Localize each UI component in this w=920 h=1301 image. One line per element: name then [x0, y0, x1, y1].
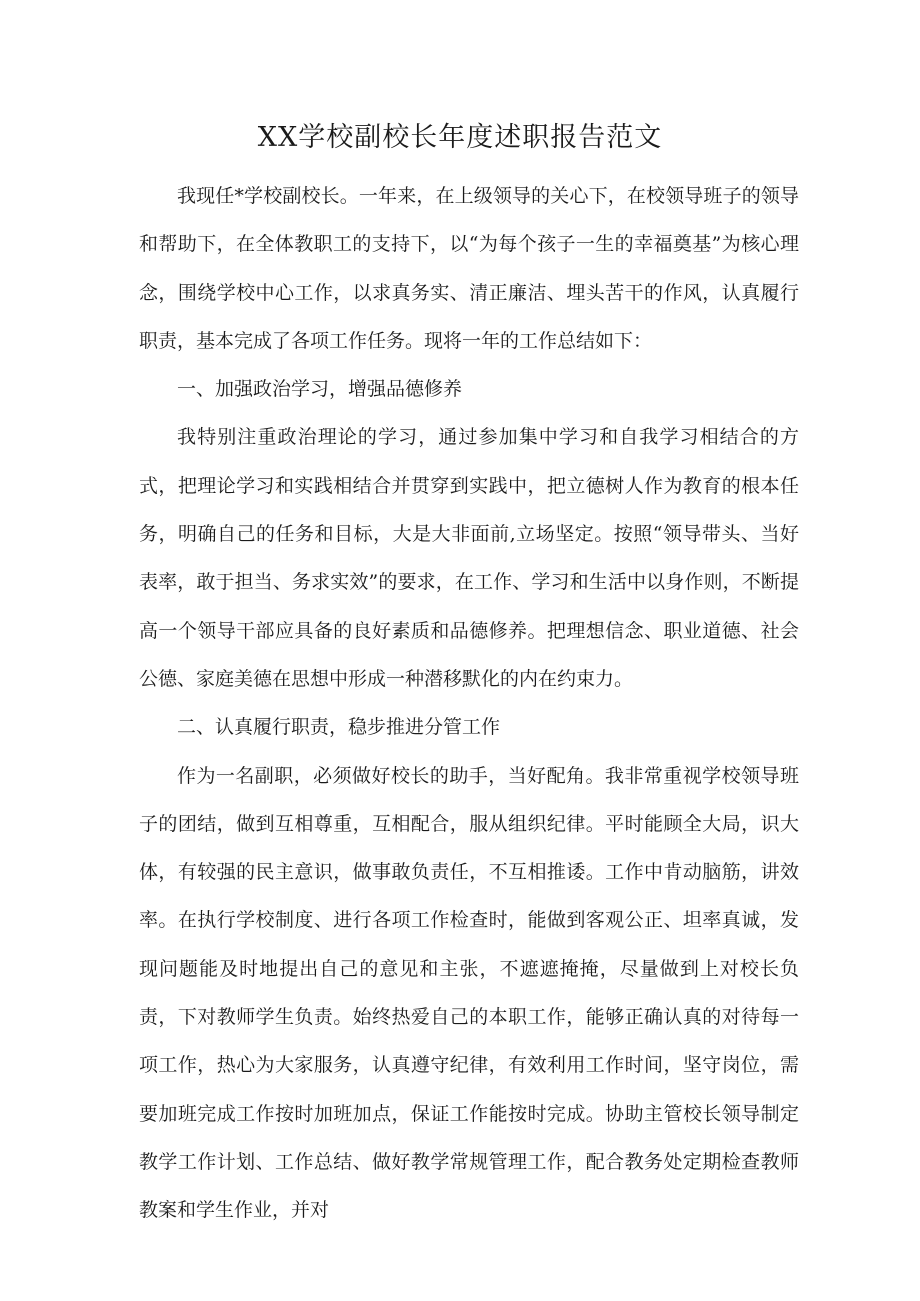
intro-paragraph: 我现任*学校副校长。一年来，在上级领导的关心下，在校领导班子的领导和帮助下，在全体教职工的支持下，以“为每个孩子一生的幸福奠基”为核心理念，围绕学校中心工作，以求真务实、清正廉洁、埋头苦干的作风，认真履行职责，基本完成了各项工作任务。现将一年的工作总结如下：	[139, 185, 799, 352]
document-title: XX学校副校长年度述职报告范文	[257, 122, 663, 153]
section-1-paragraph: 我特别注重政治理论的学习，通过参加集中学习和自我学习相结合的方式，把理论学习和实践相结合并贯穿到实践中，把立德树人作为教育的根本任务，明确自己的任务和目标，大是大非面前,立场坚定。按照“领导带头、当好表率，敢于担当、务求实效”的要求，在工作、学习和生活中以身作则，不断提高一个领导干部应具备的良好素质和品德修养。把理想信念、职业道德、社会公德、家庭美德在思想中形成一种潜移默化的内在约束力。	[139, 426, 799, 690]
document-body	[139, 172, 799, 1235]
section-heading-2: 二、认真履行职责，稳步推进分管工作	[177, 716, 501, 739]
section-heading-1: 一、加强政治学习，增强品德修养	[177, 378, 463, 401]
section-2-paragraph: 作为一名副职，必须做好校长的助手，当好配角。我非常重视学校领导班子的团结，做到互相尊重，互相配合，服从组织纪律。平时能顾全大局，识大体，有较强的民主意识，做事敢负责任，不互相推诿。工作中肯动脑筋，讲效率。在执行学校制度、进行各项工作检查时，能做到客观公正、坦率真诚，发现问题能及时地提出自己的意见和主张，不遮遮掩掩，尽量做到上对校长负责，下对教师学生负责。始终热爱自己的本职工作，能够正确认真的对待每一项工作，热心为大家服务，认真遵守纪律，有效利用工作时间，坚守岗位，需要加班完成工作按时加班加点，保证工作能按时完成。协助主管校长领导制定教学工作计划、工作总结、做好教学常规管理工作，配合教务处定期检查教师教案和学生作业，并对	[139, 764, 799, 1222]
